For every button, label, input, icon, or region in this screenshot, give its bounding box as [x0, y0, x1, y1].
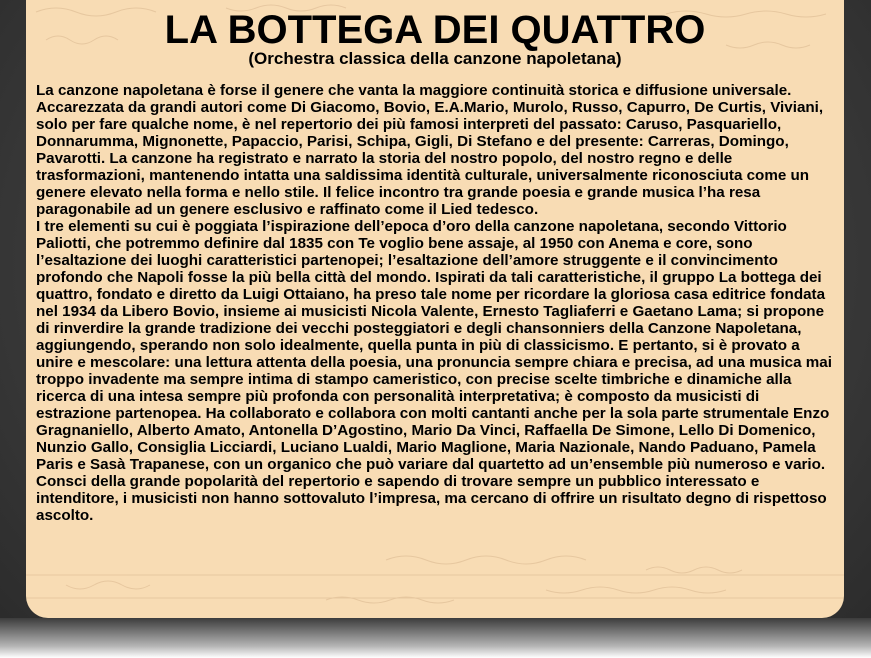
article-body [36, 82, 834, 524]
paragraph-intro: La canzone napoletana è forse il genere che vanta la maggiore continuità storica e diffusione universale. Accarezzata da grandi autori come Di Giacomo, Bovio, E.A.Mario, Murolo, Russo, Capurro, De Curtis, Viviani, solo per fare qualche nome, è nel repertorio dei più famosi interpreti del passato: Caruso, Pasquariello, Donnarumma, Mignonette, Papaccio, Parisi, Schipa, Gigli, Di Stefano e del presente: Carreras, Domingo, Pavarotti. La canzone ha registrato e narrato la storia del nostro popolo, del nostro regno e delle trasformazioni, mantenendo intatta una saldissima identità culturale, universalmente riconosciuta come un genere elevato nella forma e nello stile. Il felice incontro tra grande poesia e grande musica l’ha resa paragonabile ad un genere esclusivo e raffinato come il Lied tedesco. [36, 82, 824, 218]
paragraph-group-history: I tre elementi su cui è poggiata l’ispirazione dell’epoca d’oro della canzone napoletana, secondo Vittorio Paliotti, che potremmo definire dal 1835 con Te voglio bene assaje, al 1950 con Anema e core, sono l’esaltazione dei luoghi caratteristici partenopei; l’esaltazione dell’amore struggente e il convincimento profondo che Napoli fosse la più bella città del mondo. Ispirati da tali caratteristiche, il gruppo La bottega dei quattro, fondato e diretto da Luigi Ottaiano, ha preso tale nome per ricordare la gloriosa casa editrice fondata nel 1934 da Libero Bovio, insieme ai musicisti Nicola Valente, Ernesto Tagliaferri e Gaetano Lama; si propone di rinverdire la grande tradizione dei vecchi posteggiatori e degli chansonniers della Canzone Napoletana, aggiungendo, sperando non solo idealmente, quella punta in più di classicismo. E pertanto, si è provato a unire e mescolare: una lettura attenta della poesia, una pronuncia sempre chiara e precisa, ad una musica mai troppo invadente ma sempre intima di stampo cameristico, con precise scelte timbriche e dinamiche alla ricerca di una intesa sempre più profonda con personalità interpretativa; è composto da musicisti di estrazione partenopea. Ha collaborato e collabora con molti cantanti anche per la sola parte strumentale Enzo Gragnaniello, Alberto Amato, Antonella D’Agostino, Mario Da Vinci, Raffaella De Simone, Lello Di Domenico, Nunzio Gallo, Consiglia Licciardi, Luciano Lualdi, Mario Maglione, Maria Nazionale, Nando Paduano, Pamela Paris e Sasà Trapanese, con un organico che può variare dal quartetto ad un’ensemble più numeroso e vario. Consci della grande popolarità del repertorio e sapendo di trovare sempre un pubblico interessato e intenditore, i musicisti non hanno sottovaluto l’impresa, ma cercano di offrire un risultato degno di rispettoso ascolto. [36, 218, 832, 524]
page-subtitle: (Orchestra classica della canzone napoletana) [248, 49, 622, 68]
content-area [26, 10, 844, 524]
parchment-panel [26, 0, 844, 618]
page-title: LA BOTTEGA DEI QUATTRO [164, 8, 706, 52]
